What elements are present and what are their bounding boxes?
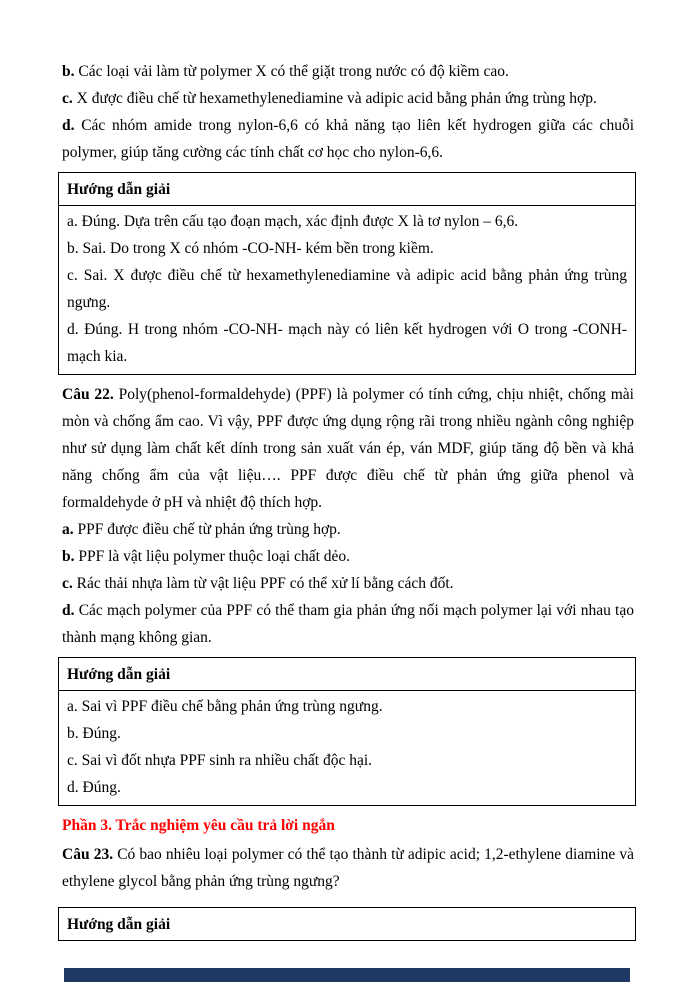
- statement-b: [62, 58, 634, 85]
- item-b-text: PPF là vật liệu polymer thuộc loại chất dẻo.: [74, 548, 351, 565]
- question-22: [62, 381, 634, 516]
- solution-line-c: c. Sai vì đốt nhựa PPF sinh ra nhiều chất độc hại.: [67, 752, 373, 769]
- item-c-text: Rác thải nhựa làm từ vật liệu PPF có thể xử lí bằng cách đốt.: [72, 575, 454, 592]
- question-23: [62, 841, 634, 895]
- question-23-text: Có bao nhiêu loại polymer có thể tạo thành từ adipic acid; 1,2-ethylene diamine và ethylene glycol bằng phản ứng trùng ngưng?: [62, 846, 634, 890]
- statement-b-label: b.: [62, 63, 75, 80]
- statement-d-label: d.: [62, 117, 75, 134]
- section-3-heading: Phần 3. Trắc nghiệm yêu cầu trả lời ngắn: [62, 817, 335, 834]
- item-c-label: c.: [62, 575, 73, 592]
- question-22-text: Poly(phenol-formaldehyde) (PPF) là polymer có tính cứng, chịu nhiệt, chống mài mòn và chống ẩm cao. Vì vậy, PPF được ứng dụng rộng rãi trong nhiều ngành công nghiệp như sử dụng làm chất kết dính trong sản xuất ván ép, ván MDF, giúp tăng độ bền và khả năng chống ẩm của vật liệu…. PPF được điều chế từ phản ứng giữa phenol và formaldehyde ở pH và nhiệt độ thích hợp.: [62, 386, 634, 511]
- item-d-label: d.: [62, 602, 75, 619]
- statement-d: [62, 112, 634, 166]
- statement-c: [62, 85, 634, 112]
- question-23-label: Câu 23.: [62, 846, 114, 863]
- solution-line-c: c. Sai. X được điều chế từ hexamethylenediamine và adipic acid bằng phản ứng trùng ngưng.: [67, 267, 627, 311]
- statement-d-text: Các nhóm amide trong nylon-6,6 có khả năng tạo liên kết hydrogen giữa các chuỗi polymer, giúp tăng cường các tính chất cơ học cho nylon-6,6.: [62, 117, 634, 161]
- solution-line-d: d. Đúng. H trong nhóm -CO-NH- mạch này có liên kết hydrogen với O trong -CONH- mạch kia.: [67, 321, 627, 365]
- question-22-label: Câu 22.: [62, 386, 114, 403]
- page-bottom-bar: [64, 968, 630, 982]
- solution-line-b: b. Đúng.: [67, 725, 121, 742]
- solution-title: Hướng dẫn giải: [59, 658, 635, 691]
- item-a-label: a.: [62, 521, 74, 538]
- solution-line-b: b. Sai. Do trong X có nhóm -CO-NH- kém bền trong kiềm.: [67, 240, 434, 257]
- solution-line-d: d. Đúng.: [67, 779, 121, 796]
- solution-box-1: [58, 172, 636, 375]
- solution-box-2: [58, 657, 636, 806]
- question-22-item-d: [62, 597, 634, 651]
- solution-body: [59, 206, 635, 374]
- item-d-text: Các mạch polymer của PPF có thể tham gia phản ứng nối mạch polymer lại với nhau tạo thành mạng không gian.: [62, 602, 634, 646]
- solution-line-a: a. Đúng. Dựa trên cấu tạo đoạn mạch, xác định được X là tơ nylon – 6,6.: [67, 213, 519, 230]
- statement-c-label: c.: [62, 90, 73, 107]
- statement-c-text: X được điều chế từ hexamethylenediamine và adipic acid bằng phản ứng trùng hợp.: [72, 90, 597, 107]
- solution-body: [59, 691, 635, 805]
- item-b-label: b.: [62, 548, 75, 565]
- question-22-item-a: [62, 516, 634, 543]
- solution-title: Hướng dẫn giải: [67, 916, 171, 933]
- question-22-item-c: [62, 570, 634, 597]
- solution-line-a: a. Sai vì PPF điều chế bằng phản ứng trùng ngưng.: [67, 698, 383, 715]
- question-22-item-b: [62, 543, 634, 570]
- solution-title: Hướng dẫn giải: [59, 173, 635, 206]
- item-a-text: PPF được điều chế từ phản ứng trùng hợp.: [73, 521, 341, 538]
- statement-b-text: Các loại vải làm từ polymer X có thể giặt trong nước có độ kiềm cao.: [74, 63, 509, 80]
- solution-box-3: [58, 907, 636, 941]
